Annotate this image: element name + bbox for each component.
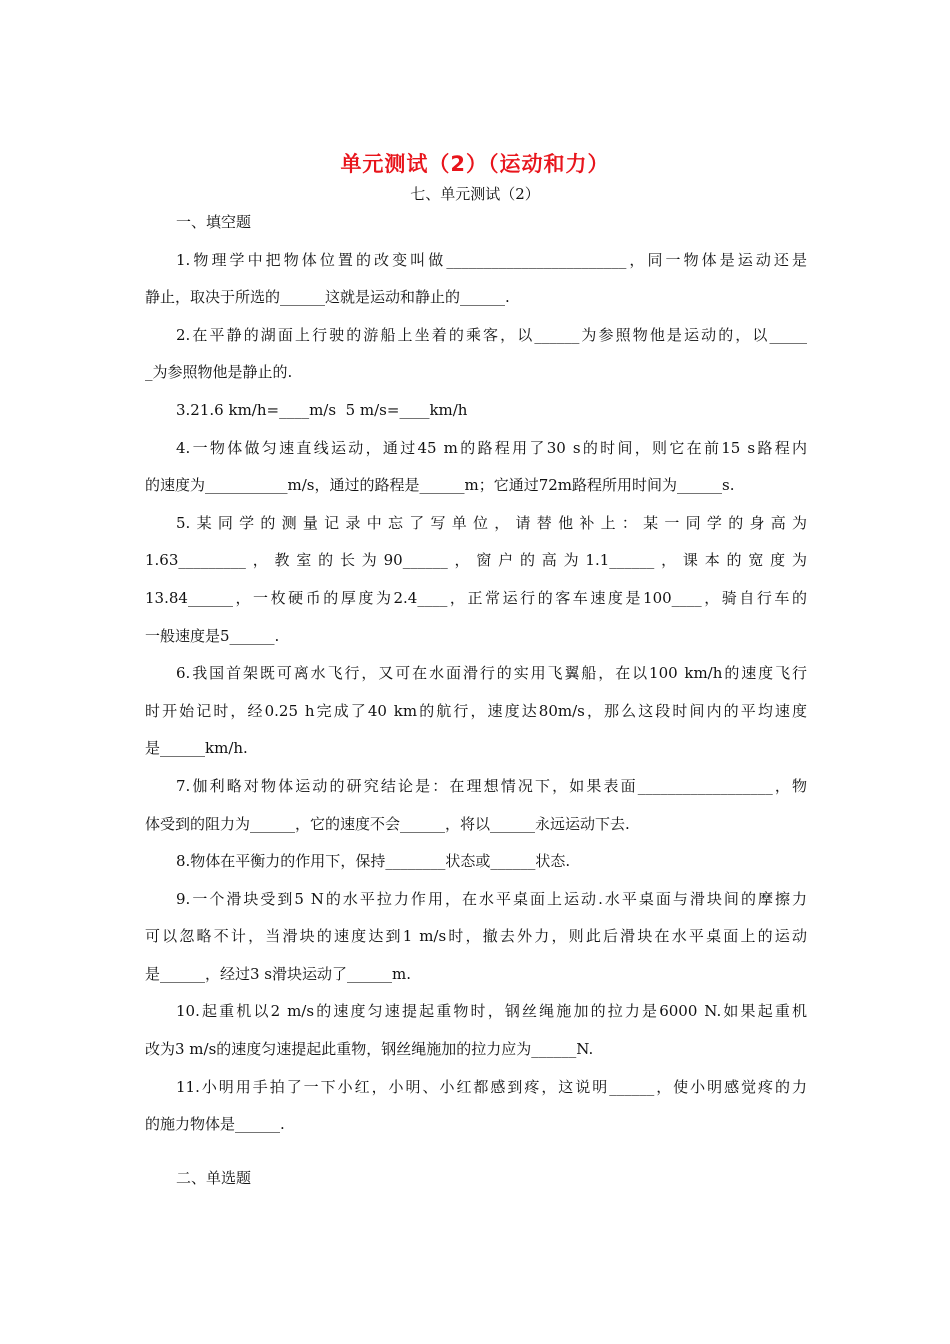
question-10-line-1: 10.起重机以2 m/s的速度匀速提起重物时，钢丝绳施加的拉力是6000 N.如果起重机 (176, 1002, 807, 1021)
fill-in-section (145, 204, 807, 1144)
question-6-line-3: 是______km/h. (145, 739, 248, 758)
question-10-line-2: 改为3 m/s的速度匀速提起此重物，钢丝绳施加的拉力应为______N. (145, 1040, 594, 1059)
question-5-line-3: 13.84______，一枚硬币的厚度为2.4____，正常运行的客车速度是100____，骑自行车的 (145, 588, 807, 607)
question-8-line-1: 8.物体在平衡力的作用下，保持________状态或______状态. (176, 852, 571, 871)
document-title: 单元测试（2）（运动和力） (340, 152, 610, 176)
question-6-line-2: 时开始记时，经0.25 h完成了40 km的航行，速度达80m/s，那么这段时间内的平均速度 (145, 701, 807, 720)
question-4-line-2: 的速度为___________m/s，通过的路程是______m；它通过72m路程所用时间为______s. (145, 476, 735, 495)
question-2-line-1: 2.在平静的湖面上行驶的游船上坐着的乘客，以______为参照物他是运动的，以_____ (176, 325, 807, 344)
question-7-line-2: 体受到的阻力为______，它的速度不会______，将以______永远运动下去. (145, 814, 630, 833)
section-heading-fill-in: 一、填空题 (176, 213, 252, 231)
question-9-line-2: 可以忽略不计，当滑块的速度达到1 m/s时，撤去外力，则此后滑块在水平桌面上的运动 (145, 927, 807, 946)
question-11-line-1: 11.小明用手拍了一下小红，小明、小红都感到疼，这说明______，使小明感觉疼的力 (176, 1077, 807, 1096)
document-subtitle: 七、单元测试（2） (410, 185, 540, 203)
question-5-line-1: 5.某同学的测量记录中忘了写单位，请替他补上：某一同学的身高为 (176, 513, 807, 532)
question-9-line-1: 9.一个滑块受到5 N的水平拉力作用，在水平桌面上运动.水平桌面与滑块间的摩擦力 (176, 889, 807, 908)
question-1-line-2: 静止，取决于所选的______这就是运动和静止的______. (145, 288, 510, 307)
question-4-line-1: 4.一物体做匀速直线运动，通过45 m的路程用了30 s的时间，则它在前15 s路程内 (176, 438, 807, 457)
question-5-line-4: 一般速度是5______. (145, 626, 280, 645)
question-9-line-3: 是______，经过3 s滑块运动了______m. (145, 964, 412, 983)
section-heading-single-choice: 二、单选题 (176, 1169, 252, 1187)
question-5-line-2: 1.63_________，教室的长为90______，窗户的高为1.1______，课本的宽度为 (145, 551, 807, 570)
question-2-line-2: _为参照物他是静止的. (145, 363, 293, 382)
question-1-line-1: 1.物理学中把物体位置的改变叫做________________________，同一物体是运动还是 (176, 250, 807, 269)
question-3-line-1: 3.21.6 km/h=____m/s 5 m/s=____km/h (176, 400, 468, 419)
question-7-line-1: 7.伽利略对物体运动的研究结论是：在理想情况下，如果表面__________________，物 (176, 776, 807, 795)
question-11-line-2: 的施力物体是______. (145, 1115, 285, 1134)
question-6-line-1: 6.我国首架既可离水飞行，又可在水面滑行的实用飞翼船，在以100 km/h的速度飞行 (176, 664, 807, 683)
